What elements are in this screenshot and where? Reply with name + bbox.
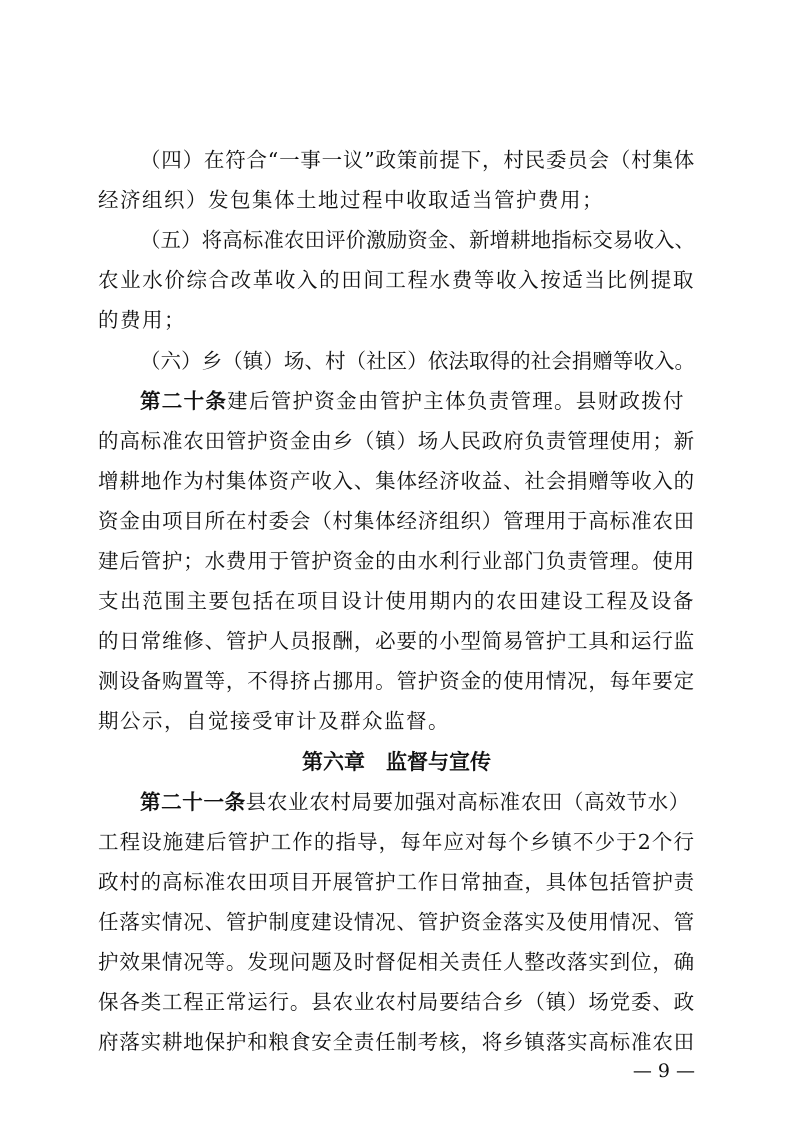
text-line: 政村的高标准农田项目开展管护工作日常抽查，具体包括管护责 — [98, 870, 695, 894]
text-line: 农业水价综合改革收入的田间工程水费等收入按适当比例提取 — [98, 268, 695, 292]
article-20-first-line — [140, 381, 695, 421]
page-number: — 9 — — [632, 1060, 695, 1082]
article-21-first-line — [140, 782, 695, 822]
article-21-text: 县农业农村局要加强对高标准农田（高效节水） — [245, 790, 690, 814]
text-line: 经济组织）发包集体土地过程中收取适当管护费用； — [98, 188, 604, 212]
text-line: 保各类工程正常运行。县农业农村局要结合乡（镇）场党委、政 — [98, 990, 695, 1014]
text-line: 的高标准农田管护资金由乡（镇）场人民政府负责管理使用；新 — [98, 429, 695, 453]
text-line: 测设备购置等，不得挤占挪用。管护资金的使用情况，每年要定 — [98, 669, 695, 693]
text-line: （五）将高标准农田评价激励资金、新增耕地指标交易收入、 — [140, 228, 695, 252]
text-line: （六）乡（镇）场、村（社区）依法取得的社会捐赠等收入。 — [140, 349, 695, 373]
article-21-label: 第二十一条 — [140, 790, 246, 814]
text-line: 的日常维修、管护人员报酬，必要的小型简易管护工具和运行监 — [98, 629, 695, 653]
text-line: 建后管护；水费用于管护资金的由水利行业部门负责管理。使用 — [98, 549, 695, 573]
text-line: 护效果情况等。发现问题及时督促相关责任人整改落实到位，确 — [98, 950, 695, 974]
text-line: 工程设施建后管护工作的指导，每年应对每个乡镇不少于2个行 — [98, 830, 695, 854]
text-line: 期公示，自觉接受审计及群众监督。 — [98, 709, 450, 733]
article-20-text: 建后管护资金由管护主体负责管理。县财政拨付 — [227, 389, 685, 413]
article-20-label: 第二十条 — [140, 389, 228, 413]
text-line: （四）在符合“一事一议”政策前提下，村民委员会（村集体 — [140, 148, 695, 172]
text-line: 府落实耕地保护和粮食安全责任制考核，将乡镇落实高标准农田 — [98, 1030, 695, 1054]
text-line: 支出范围主要包括在项目设计使用期内的农田建设工程及设备 — [98, 589, 695, 613]
text-line: 任落实情况、管护制度建设情况、管护资金落实及使用情况、管 — [98, 910, 695, 934]
chapter-heading: 第六章 监督与宣传 — [302, 750, 491, 774]
text-line: 的费用； — [98, 308, 186, 332]
text-line: 资金由项目所在村委会（村集体经济组织）管理用于高标准农田 — [98, 509, 695, 533]
text-line: 增耕地作为村集体资产收入、集体经济收益、社会捐赠等收入的 — [98, 469, 695, 493]
